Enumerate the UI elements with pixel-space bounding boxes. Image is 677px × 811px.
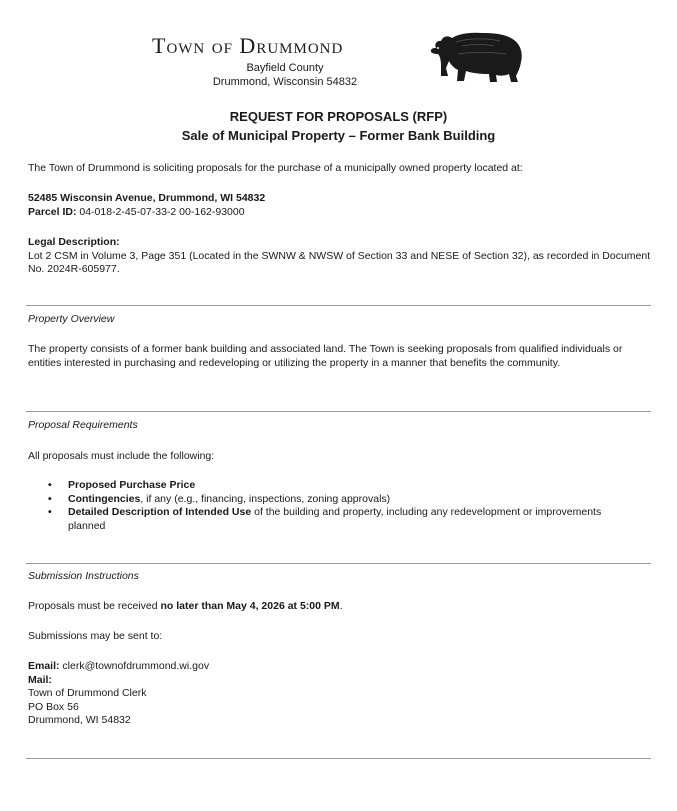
requirement-rest: , if any (e.g., financing, inspections, zoning approvals) [140, 492, 391, 505]
county-name: Bayfield County [246, 62, 324, 74]
legal-description-text: Lot 2 CSM in Volume 3, Page 351 (Located in the SWNW & NWSW of Section 33 and NESE of Section 32), as recorded in Document No. 2024R-605977. [28, 249, 651, 275]
submissions-sent-to: Submissions may be sent to: [28, 630, 163, 642]
property-address: 52485 Wisconsin Avenue, Drummond, WI 54832 [28, 192, 266, 204]
section-divider [26, 563, 651, 564]
email-label: Email: [28, 660, 60, 672]
bear-logo-icon [428, 24, 528, 84]
email-line [28, 660, 653, 674]
mail-address-line: Drummond, WI 54832 [28, 714, 131, 726]
intro-text: The Town of Drummond is soliciting proposals for the purchase of a municipally owned property located at: [28, 162, 523, 174]
deadline-prefix: Proposals must be received [28, 600, 161, 612]
section-divider [26, 411, 651, 412]
section-divider [26, 758, 651, 759]
legal-description-label: Legal Description: [28, 236, 120, 248]
rfp-title: REQUEST FOR PROPOSALS (RFP) [229, 109, 448, 124]
parcel-id-value: 04-018-2-45-07-33-2 00-162-93000 [76, 205, 245, 218]
rfp-subtitle: Sale of Municipal Property – Former Bank Building [181, 128, 496, 143]
mail-label: Mail: [28, 673, 52, 686]
property-overview-text: The property consists of a former bank building and associated land. The Town is seeking proposals from qualified individuals or entities interested in purchasing and redeveloping or utilizing the property in a manner that benefits the community. [28, 343, 623, 369]
property-overview-heading: Property Overview [28, 313, 115, 325]
mail-address-line: Town of Drummond Clerk [28, 687, 147, 699]
parcel-id-label: Parcel ID: [28, 205, 77, 218]
list-item [28, 506, 638, 533]
town-address: Drummond, Wisconsin 54832 [212, 76, 358, 88]
submission-instructions-heading: Submission Instructions [28, 570, 139, 582]
requirement-rest: of the building and property, including any redevelopment or improvements planned [68, 506, 602, 532]
legal-description [28, 236, 653, 277]
section-divider [26, 305, 651, 306]
town-name: Town of Drummond [152, 33, 344, 58]
requirements-intro: All proposals must include the following: [28, 450, 215, 462]
letterhead [0, 0, 677, 100]
contact-info [28, 660, 653, 728]
deadline-date: no later than May 4, 2026 at 5:00 PM [160, 600, 340, 612]
list-item [28, 479, 638, 493]
property-info [28, 192, 653, 219]
mail-address-line: PO Box 56 [28, 700, 79, 713]
deadline-suffix: . [339, 600, 343, 612]
requirements-list [28, 479, 638, 533]
parcel-id-line [28, 206, 653, 220]
requirement-bold: Proposed Purchase Price [68, 479, 196, 491]
requirement-bold: Detailed Description of Intended Use [68, 506, 252, 518]
deadline-text [28, 600, 653, 614]
list-item [28, 493, 638, 507]
email-address[interactable]: clerk@townofdrummond.wi.gov [59, 660, 210, 672]
requirement-bold: Contingencies [68, 492, 141, 505]
proposal-requirements-heading: Proposal Requirements [28, 419, 138, 431]
